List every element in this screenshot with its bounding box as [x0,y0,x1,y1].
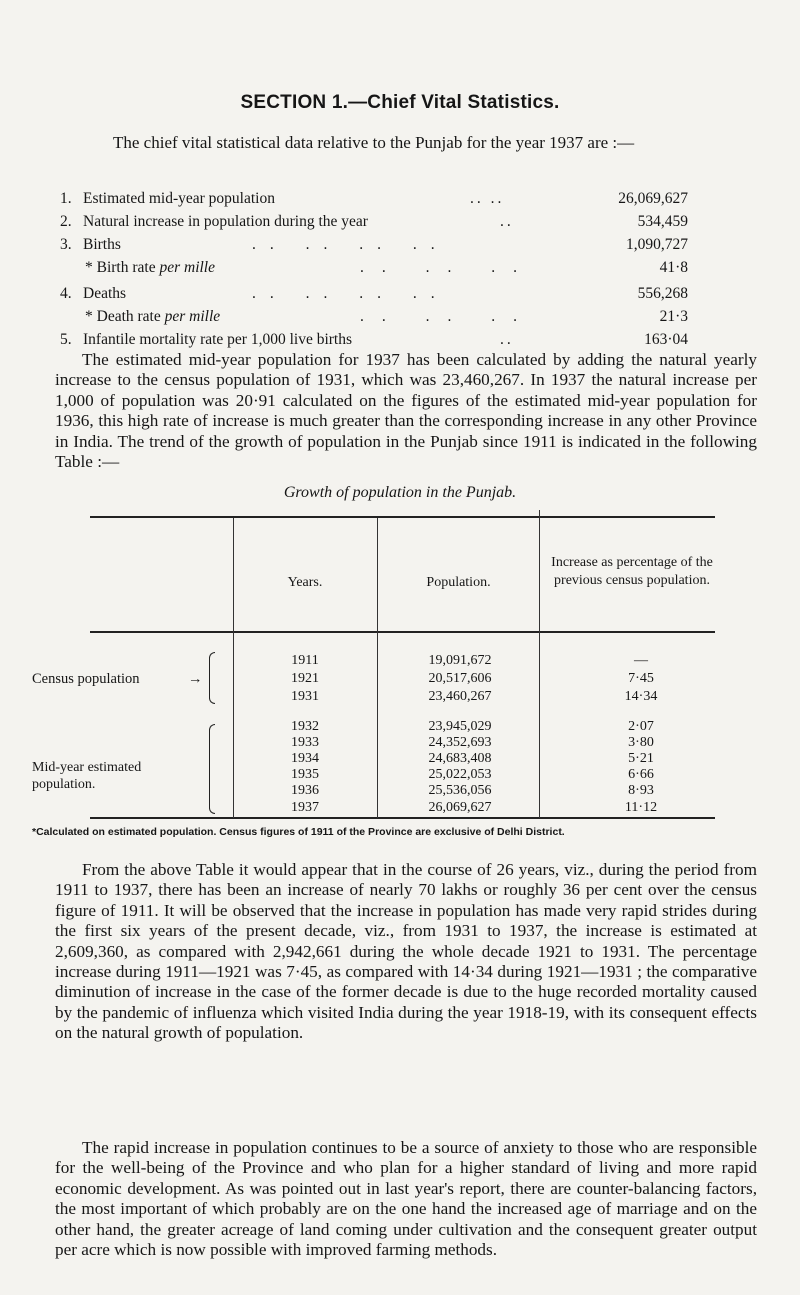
stat-label: Natural increase in population during the year [83,213,368,230]
cell-year: 1911 [291,653,319,668]
cell-increase: 7·45 [628,671,654,686]
stat-row-birth-rate [60,259,760,282]
cell-increase: 11·12 [624,800,658,815]
header-years: Years. [287,575,323,590]
cell-year: 1933 [291,735,319,750]
cell-year: 1932 [291,719,319,734]
cell-population: 25,022,053 [428,767,492,782]
cell-population: 24,352,693 [428,735,492,750]
cell-population: 26,069,627 [428,800,492,815]
stat-value: 1,090,727 [626,236,688,253]
row-group-label-mid-year: Mid-year estimated population. [32,760,142,792]
cell-population: 23,945,029 [428,719,492,734]
population-anxiety-paragraph: The rapid increase in population continues to be a source of anxiety to those who are responsible for the well-being of the Province and who plan for a higher standard of living and more rapid economic development. As was pointed out in last year's report, there are counter-balancing factors, the most important of which probably are on the one hand the increased age of marriage and on the other hand, the greater acreage of land coming under cultivation and the consequent greater output per acre which is now possible with improved farming methods. [55,1138,757,1260]
row-group-label-census: Census population [32,671,140,687]
column-divider [233,518,234,818]
stat-value: 534,459 [637,213,688,230]
column-divider [377,518,378,818]
cell-population: 19,091,672 [428,653,492,668]
cell-increase: 5·21 [628,751,654,766]
header-increase: Increase as percentage of the previous census population. [551,555,713,588]
cell-increase: 14·34 [624,689,658,704]
intro-paragraph: The chief vital statistical data relative to the Punjab for the year 1937 are :— [113,133,635,152]
stat-label: * Birth rate per mille [85,259,215,276]
stat-value: 556,268 [637,285,688,302]
stat-label: Deaths [83,285,127,302]
table-bottom-rule [90,817,715,819]
table-top-rule [90,516,715,518]
growth-analysis-paragraph: From the above Table it would appear that in the course of 26 years, viz., during the period from 1911 to 1937, there has been an increase of nearly 70 lakhs or roughly 36 per cent over the census figure of 1911. It will be observed that the increase in population has made very rapid strides during the first six years of the present decade, viz., from 1931 to 1937, the increase is estimated at 2,609,360, as compared with 2,942,661 during the whole decade 1921 to 1931. The percentage increase during 1911—1921 was 7·45, as compared with 14·34 during 1921—1931 ; the comparative diminution of increase in the case of the former decade is due to the huge recorded mortality caused by the pandemic of influenza which visited India during the year 1918-19, with its consequent effects on the natural growth of population. [55,860,757,1043]
stat-label: Infantile mortality rate per 1,000 live births [83,331,353,348]
cell-population: 24,683,408 [428,751,492,766]
section-heading: SECTION 1.—Chief Vital Statistics. [240,92,560,113]
cell-year: 1934 [291,751,319,766]
cell-increase: 6·66 [628,767,654,782]
cell-year: 1935 [291,767,319,782]
brace [209,724,215,814]
stat-label: * Death rate per mille [85,308,221,325]
growth-table [32,516,760,821]
table-footnote: *Calculated on estimated population. Census figures of 1911 of the Province are exclusive of Delhi District. [32,826,565,838]
cell-population: 23,460,267 [428,689,492,704]
leader-dots: .. .. .. [360,259,535,276]
stat-number: 2. [60,213,72,230]
stat-value: 41·8 [659,259,688,276]
cell-year: 1921 [291,671,319,686]
stat-number: 1. [60,190,72,207]
cell-year: 1936 [291,783,319,798]
stat-number: 3. [60,236,72,253]
population-estimate-paragraph: The estimated mid-year population for 1937 has been calculated by adding the natural yearly increase to the census population of 1931, which was 23,460,267. In 1937 the natural increase per 1,000 of population was 20·91 calculated on the figures of the estimated mid-year population for 1936, this high rate of increase is much greater than the corresponding increase in any other Province in India. The trend of the growth of population in the Punjab since 1911 is indicated in the following Table :— [55,350,757,472]
leader-dots: .. [500,331,514,348]
cell-year: 1937 [291,800,319,815]
vital-statistics-list [60,190,760,354]
brace [209,652,215,704]
leader-dots: .. .. .. .. [252,236,449,253]
stat-value: 26,069,627 [618,190,688,207]
cell-population: 25,536,056 [428,783,492,798]
cell-increase: 2·07 [628,719,654,734]
cell-year: 1931 [291,689,319,704]
stat-value: 21·3 [659,308,688,325]
cell-increase: 3·80 [628,735,654,750]
stat-label: Births [83,236,121,253]
stat-row-death-rate [60,308,760,331]
stat-number: 5. [60,331,72,348]
cell-increase: 8·93 [628,783,654,798]
leader-dots: .. .. [470,190,505,207]
leader-dots: .. [500,213,514,230]
column-divider [539,510,540,818]
table-caption: Growth of population in the Punjab. [283,484,517,501]
stat-row-births [60,236,760,259]
stat-row-population [60,190,760,213]
cell-population: 20,517,606 [428,671,492,686]
header-bottom-rule [90,631,715,633]
stat-row-deaths [60,285,760,308]
stat-value: 163·04 [644,331,688,348]
stat-label: Estimated mid-year population [83,190,275,207]
leader-dots: .. .. .. .. [252,285,449,302]
leader-arrow: → [188,671,203,687]
stat-number: 4. [60,285,72,302]
leader-dots: .. .. .. [360,308,535,325]
header-population: Population. [426,575,491,590]
cell-increase: — [634,653,648,668]
stat-row-natural-increase [60,213,760,236]
